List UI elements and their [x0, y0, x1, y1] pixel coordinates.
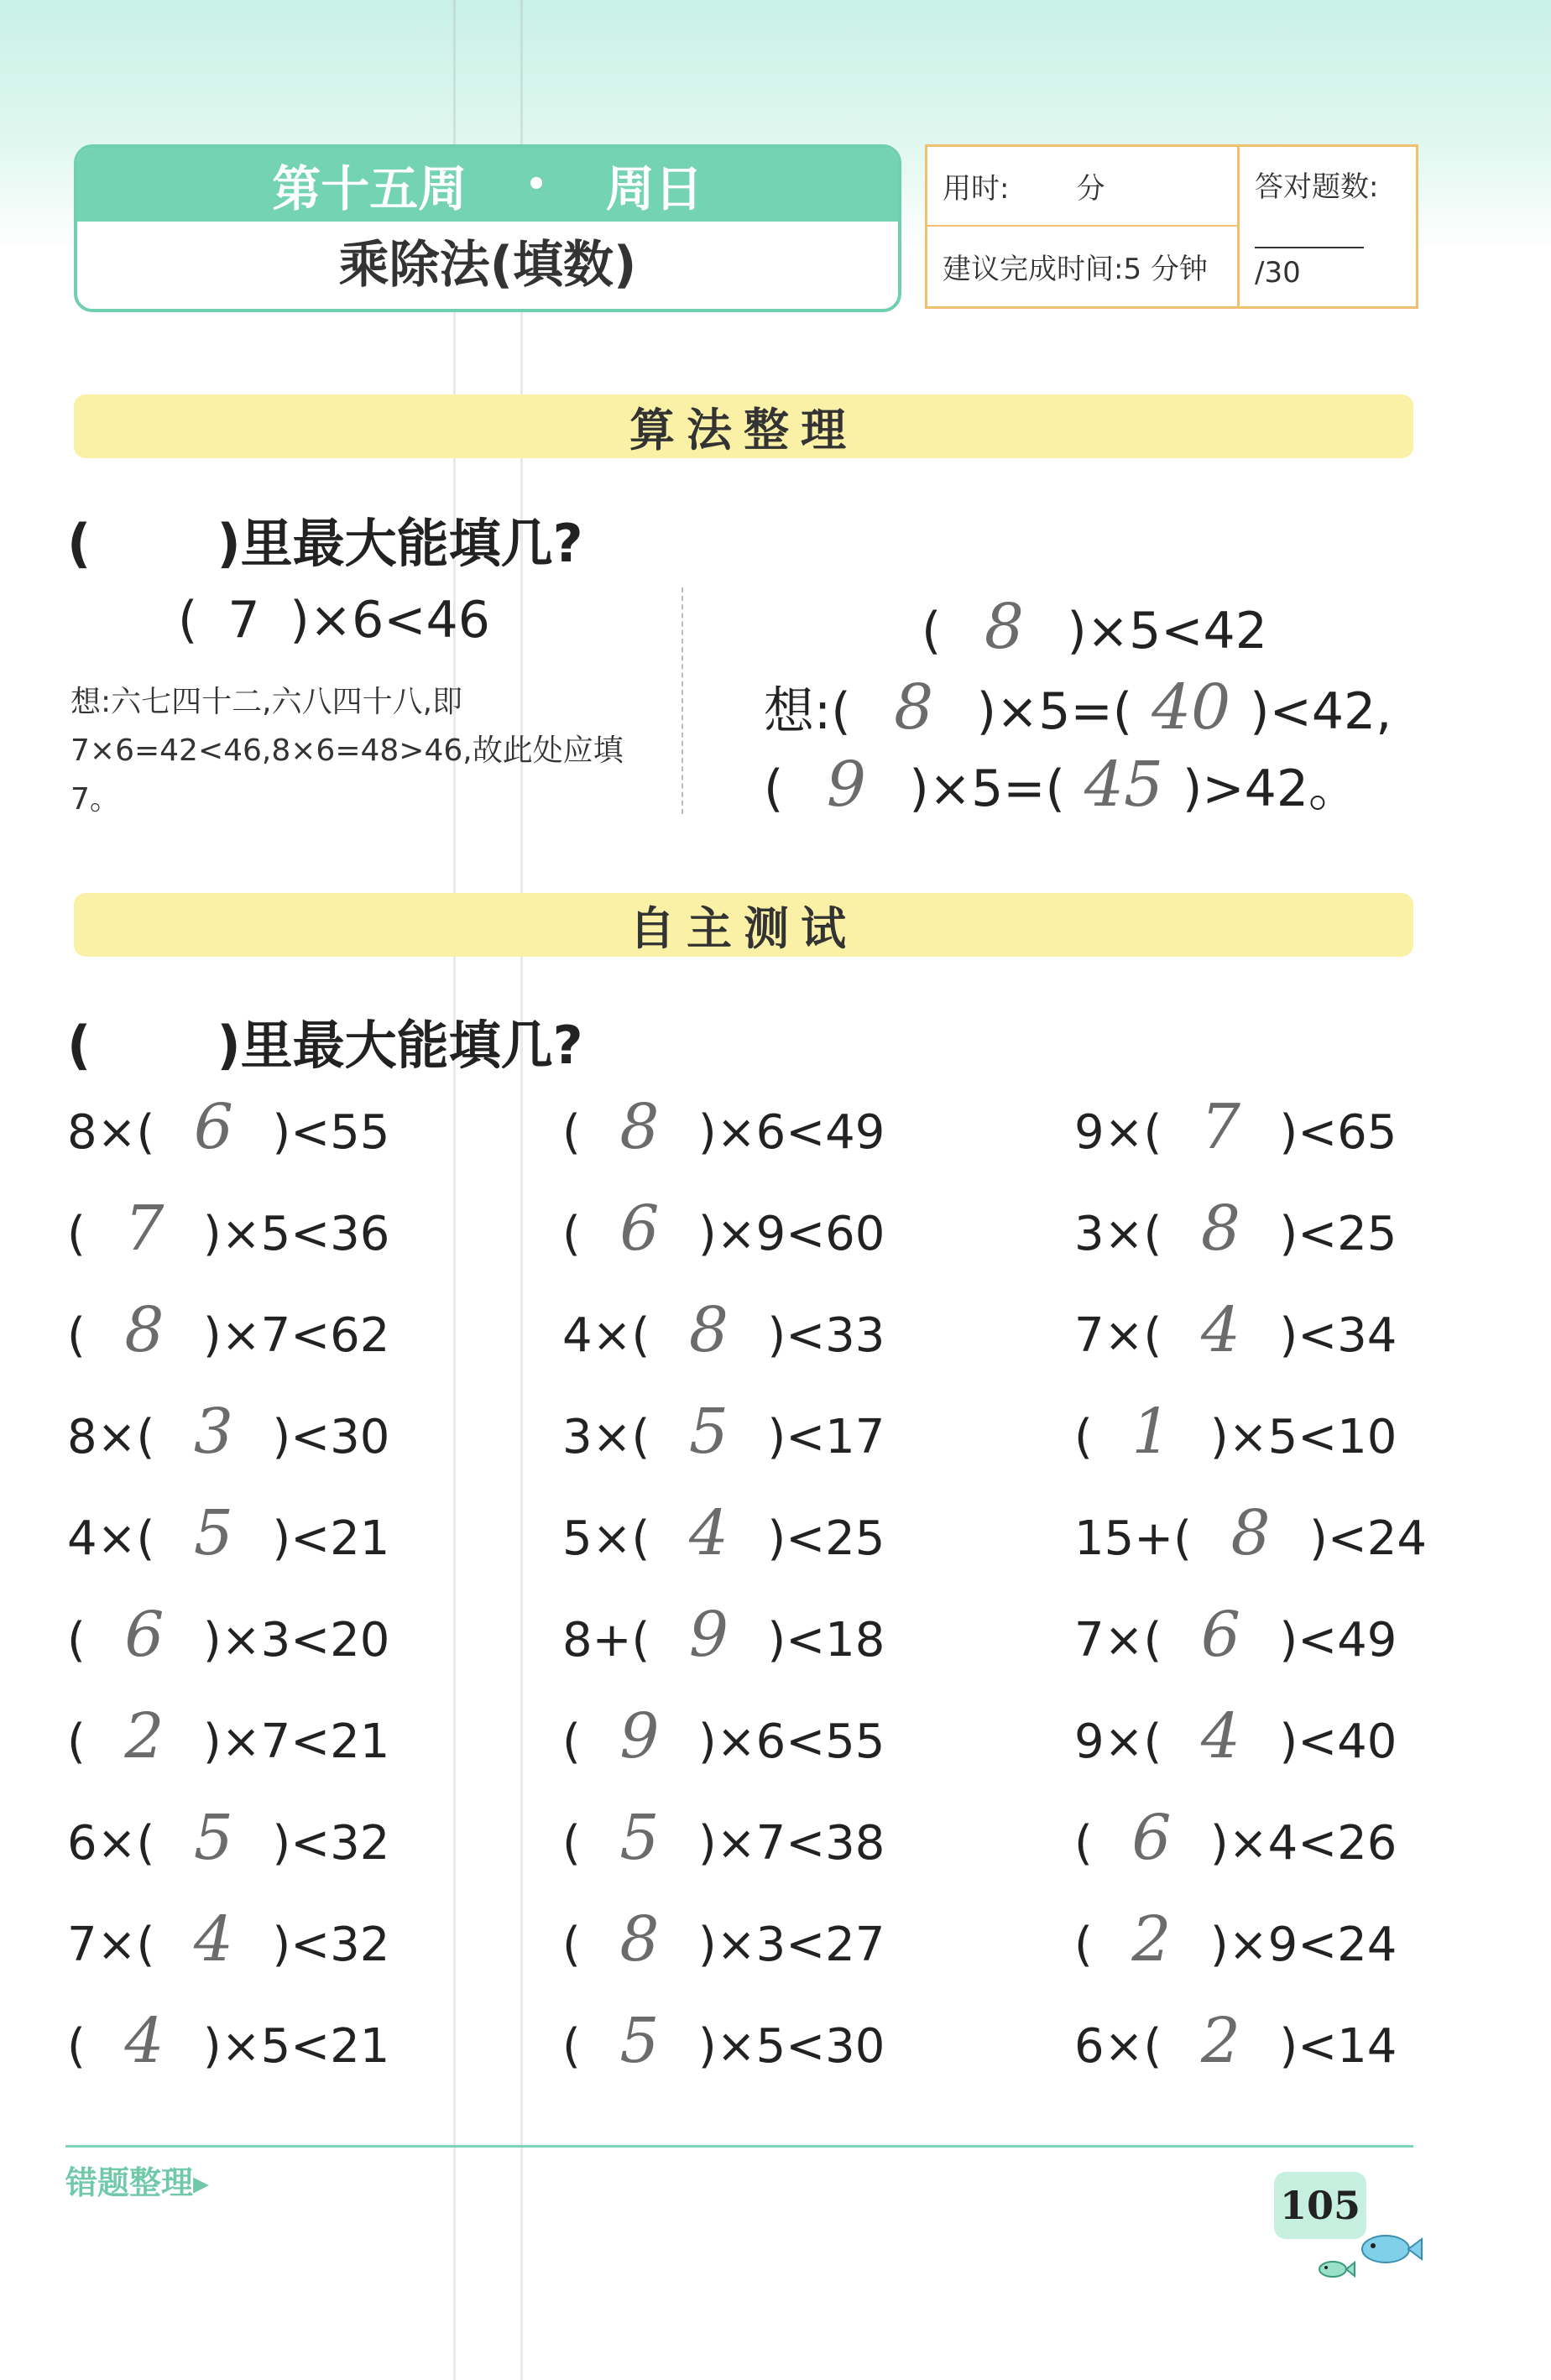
handwritten-answer: 8: [688, 1294, 728, 1366]
exercise-item: 3×( 5 )<17: [562, 1396, 885, 1468]
exercise-item: ( 6 )×9<60: [562, 1193, 885, 1265]
page-crease: [520, 0, 523, 2380]
exercise-item: 8+( 9 )<18: [562, 1599, 885, 1671]
correct-label: 答对题数:: [1255, 170, 1379, 204]
handwritten-answer: 40: [1152, 671, 1231, 744]
handwritten-answer: 4: [124, 2005, 164, 2077]
handwritten-answer: 6: [193, 1091, 233, 1163]
handwritten-answer: 9: [688, 1599, 728, 1671]
exercise-item: 9×( 4 )<40: [1074, 1700, 1397, 1772]
title-band: [77, 148, 898, 222]
exercise-item: 4×( 5 )<21: [67, 1497, 390, 1569]
exercise-item: ( 2 )×7<21: [67, 1700, 390, 1772]
exercise-item: ( 8 )×6<49: [562, 1091, 885, 1163]
exercise-item: 15+( 8 )<24: [1074, 1497, 1428, 1569]
handwritten-answer: 4: [1200, 1294, 1240, 1366]
handwritten-answer: 4: [688, 1497, 728, 1569]
section-bar-algorithm: [74, 394, 1413, 458]
think-line-1: 想:( 8 )×5=( 40 )<42,: [764, 671, 1392, 744]
exercise-item: ( 6 )×3<20: [67, 1599, 390, 1671]
handwritten-answer: 6: [1131, 1802, 1172, 1874]
exercise-item: 6×( 5 )<32: [67, 1802, 390, 1874]
handwritten-answer: 6: [124, 1599, 164, 1671]
example-right: ( 8 )×5<42: [922, 591, 1267, 663]
page-number: 105: [1274, 2172, 1366, 2239]
handwritten-answer: 5: [619, 2005, 660, 2077]
handwritten-answer: 8: [894, 671, 934, 744]
example-explanation: 想:六七四十二,六八四十八,即 7×6=42<46,8×6=48>46,故此处应填 7。: [70, 685, 624, 817]
exercise-item: 4×( 8 )<33: [562, 1294, 885, 1366]
question-heading: ( )里最大能填几?: [67, 1015, 583, 1076]
exercise-item: ( 2 )×9<24: [1074, 1903, 1397, 1976]
exercise-item: 7×( 4 )<32: [67, 1903, 390, 1976]
handwritten-answer: 2: [1200, 2005, 1240, 2077]
exercise-item: ( 4 )×5<21: [67, 2005, 390, 2077]
handwritten-answer: 5: [688, 1396, 728, 1468]
exercise-item: 7×( 4 )<34: [1074, 1294, 1397, 1366]
correct-count-cell: [1240, 147, 1416, 306]
handwritten-answer: 4: [1200, 1700, 1240, 1772]
handwritten-answer: 1: [1131, 1396, 1172, 1468]
answer-value: 7: [227, 591, 260, 650]
exercise-item: ( 7 )×5<36: [67, 1193, 390, 1265]
correct-count: /30: [1255, 222, 1401, 290]
title-separator: •: [525, 165, 547, 204]
handwritten-answer: 45: [1084, 749, 1164, 821]
time-used-label: 用时:: [943, 172, 1010, 206]
handwritten-answer: 8: [124, 1294, 164, 1366]
exercise-item: ( 5 )×5<30: [562, 2005, 885, 2077]
page-crease: [453, 0, 456, 2380]
handwritten-answer: 7: [124, 1193, 164, 1265]
handwritten-answer: 8: [1200, 1193, 1240, 1265]
handwritten-answer: 7: [1200, 1091, 1240, 1163]
minute-unit: 分: [1076, 172, 1105, 206]
handwritten-answer: 5: [193, 1497, 233, 1569]
handwritten-answer: 2: [1131, 1903, 1172, 1976]
lesson-title: 乘除法(填数): [338, 236, 637, 295]
exercise-item: 7×( 6 )<49: [1074, 1599, 1397, 1671]
example-left: ( 7 )×6<46: [178, 591, 490, 650]
exercise-item: 5×( 4 )<25: [562, 1497, 885, 1569]
time-used-cell: [927, 147, 1240, 227]
exercise-item: 9×( 7 )<65: [1074, 1091, 1397, 1163]
exercise-item: 6×( 2 )<14: [1074, 2005, 1397, 2077]
handwritten-answer: 5: [619, 1802, 660, 1874]
exercise-item: ( 1 )×5<10: [1074, 1396, 1397, 1468]
handwritten-answer: 9: [619, 1700, 660, 1772]
footer-divider: [65, 2145, 1413, 2148]
exercise-item: 8×( 6 )<55: [67, 1091, 390, 1163]
handwritten-answer: 5: [193, 1802, 233, 1874]
exercise-item: 8×( 3 )<30: [67, 1396, 390, 1468]
handwritten-answer: 9: [826, 749, 866, 821]
mistake-review-label: 错题整理▸: [65, 2164, 210, 2201]
think-line-2: ( 9 )×5=( 45 )>42。: [764, 749, 1359, 821]
day-label: 周日: [605, 160, 703, 217]
handwritten-answer: 8: [1230, 1497, 1271, 1569]
handwritten-answer: 2: [124, 1700, 164, 1772]
handwritten-answer: 8: [984, 591, 1024, 663]
exercise-item: ( 6 )×4<26: [1074, 1802, 1397, 1874]
exercise-item: ( 9 )×6<55: [562, 1700, 885, 1772]
dashed-divider: [682, 587, 683, 814]
section-title: 算法整理: [629, 403, 858, 457]
handwritten-answer: 8: [619, 1091, 660, 1163]
section-title: 自主测试: [629, 901, 858, 955]
exercise-item: ( 8 )×3<27: [562, 1903, 885, 1976]
handwritten-answer: 6: [1200, 1599, 1240, 1671]
exercise-item: 3×( 8 )<25: [1074, 1193, 1397, 1265]
suggested-time: 建议完成时间:5 分钟: [927, 227, 1240, 306]
fish-icon: [1306, 2226, 1423, 2284]
info-box: [925, 144, 1418, 309]
handwritten-answer: 4: [193, 1903, 233, 1976]
handwritten-answer: 3: [193, 1396, 233, 1468]
handwritten-answer: 6: [619, 1193, 660, 1265]
handwritten-answer: 8: [619, 1903, 660, 1976]
week-label: 第十五周: [272, 160, 467, 217]
exercise-item: ( 8 )×7<62: [67, 1294, 390, 1366]
exercise-item: ( 5 )×7<38: [562, 1802, 885, 1874]
section-bar-self-test: [74, 893, 1413, 957]
title-card: [74, 144, 901, 312]
question-heading: ( )里最大能填几?: [67, 513, 583, 574]
